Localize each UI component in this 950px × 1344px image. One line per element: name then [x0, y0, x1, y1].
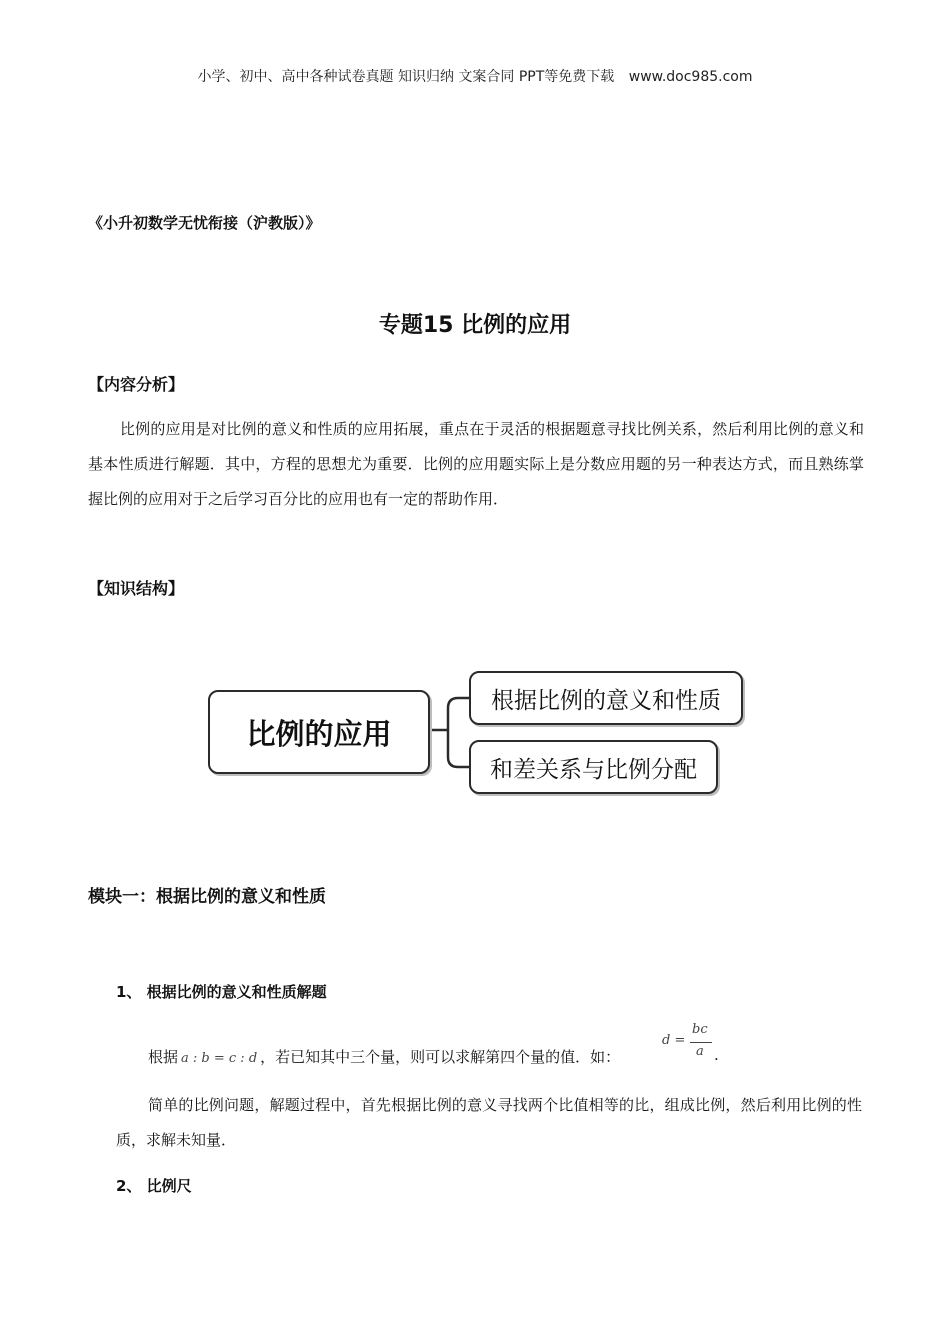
fraction-formula [662, 1022, 722, 1062]
module1-heading: 模块一：根据比例的意义和性质 [88, 887, 326, 907]
formula-prefix: 根据 [148, 1048, 179, 1066]
fraction-bar [690, 1042, 712, 1043]
proportion-formula: a : b = c : d [181, 1051, 258, 1066]
page-header [0, 66, 950, 86]
header-site-link[interactable]: www.doc985.com [628, 69, 753, 85]
fraction-end: . [714, 1046, 719, 1064]
mindmap-branch-1: 根据比例的意义和性质 [469, 671, 743, 725]
content-analysis-body: 比例的应用是对比例的意义和性质的应用拓展，重点在于灵活的根据题意寻找比例关系，然后利用比例的意义和基本性质进行解题．其中，方程的思想尤为重要．比例的应用题实际上是分数应用题的另一种表达方式，而且熟练掌握比例的应用对于之后学习百分比的应用也有一定的帮助作用． [88, 420, 864, 508]
series-title: 《小升初数学无忧衔接（沪教版）》 [88, 214, 321, 232]
module1-paragraph: 简单的比例问题，解题过程中，首先根据比例的意义寻找两个比值相等的比，组成比例，然后利用比例的性质，求解未知量． [116, 1096, 862, 1149]
mindmap-root: 比例的应用 [208, 690, 430, 774]
content-analysis-heading: 【内容分析】 [88, 375, 185, 394]
fraction-numerator: bc [692, 1022, 708, 1037]
module1-item2: 2、 比例尺 [116, 1177, 192, 1195]
page-title: 专题15 比例的应用 [378, 313, 572, 338]
header-text: 小学、初中、高中各种试卷真题 知识归纳 文案合同 PPT等免费下载 [197, 69, 615, 85]
fraction-denominator: a [696, 1044, 704, 1059]
knowledge-structure-heading: 【知识结构】 [88, 579, 185, 598]
fraction-lhs: d = [662, 1033, 686, 1048]
formula-suffix: ，若已知其中三个量，则可以求解第四个量的值．如： [260, 1048, 621, 1066]
mindmap-branch-2: 和差关系与比例分配 [469, 740, 718, 794]
module1-item1: 1、 根据比例的意义和性质解题 [116, 983, 327, 1001]
formula-line [148, 1046, 620, 1067]
